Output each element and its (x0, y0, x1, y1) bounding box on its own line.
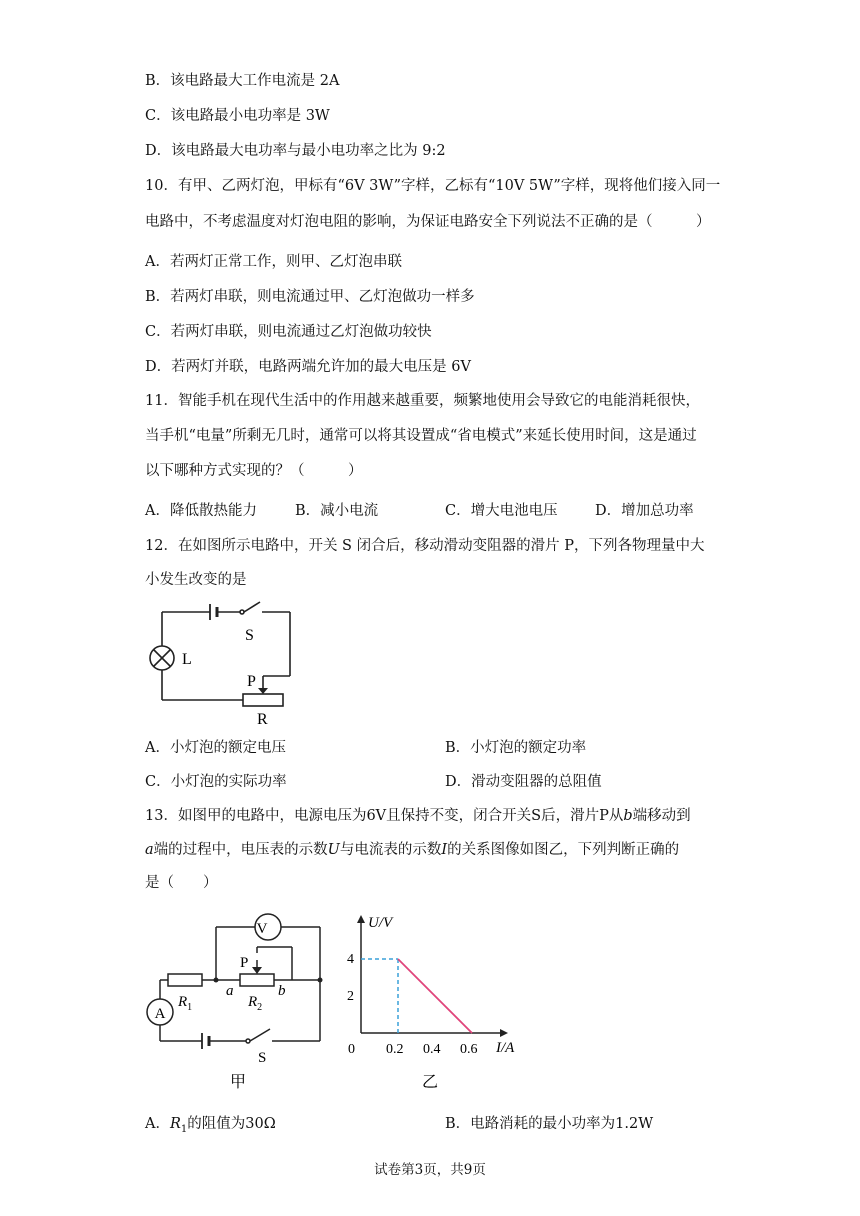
q13-stem-line1 (145, 806, 691, 826)
q13-text: 端的过程中，电压表的示数 (153, 842, 328, 858)
q12-option-b: B．小灯泡的额定功率 (445, 740, 587, 756)
q13-symbol-b: b (623, 808, 633, 824)
y-tick-label-4: 4 (347, 952, 354, 967)
q11-option-b: B．减小电流 (295, 503, 379, 519)
q11-stem-line1: 11．智能手机在现代生活中的作用越来越重要，频繁地使用会导致它的电能消耗很快， (145, 393, 700, 409)
graph-caption-yi: 乙 (422, 1074, 439, 1091)
end-a-label: a (226, 983, 234, 999)
q13-text: 13．如图甲的电路中，电源电压为 (145, 808, 367, 824)
ammeter-label: A (154, 1006, 166, 1022)
end-b-label: b (278, 983, 286, 999)
q13-label-s: S (258, 1050, 267, 1066)
x-tick-label-3: 0.6 (460, 1042, 478, 1057)
q13-value-voltage: 6V (366, 808, 387, 824)
y-axis-arrow-icon (357, 915, 365, 923)
x-tick-label-0: 0 (348, 1042, 355, 1057)
q13-symbol-i: I (441, 842, 448, 858)
q13-circuit-figure (140, 905, 340, 1095)
q12-label-l: L (182, 651, 192, 668)
q10-option-a: A．若两灯正常工作，则甲、乙灯泡串联 (145, 254, 402, 270)
prev-option-d: D．该电路最大电功率与最小电功率之比为 9:2 (145, 143, 446, 159)
option-text: 的阻值为30Ω (187, 1116, 276, 1132)
junction-dot (318, 978, 323, 983)
q13-symbol-p: P (599, 808, 609, 824)
q11-option-c: C．增大电池电压 (445, 503, 558, 519)
q11-stem-line3: 以下哪种方式实现的？（ ） (145, 463, 363, 479)
q10-option-c: C．若两灯串联，则电流通过乙灯泡做功较快 (145, 324, 432, 340)
q12-label-s: S (245, 627, 254, 644)
q13-text: 的关系图像如图乙，下列判断正确的 (447, 842, 680, 858)
symbol-r: R (169, 1116, 181, 1132)
q13-symbol-s: S (531, 808, 542, 824)
x-axis-label: I/A (496, 1040, 515, 1056)
symbol-subscript: 1 (180, 1123, 188, 1135)
junction-dot (214, 978, 219, 983)
x-tick-label-2: 0.4 (423, 1042, 441, 1057)
q12-label-r: R (257, 711, 268, 728)
q11-option-d: D．增加总功率 (595, 503, 694, 519)
x-tick-label-1: 0.2 (386, 1042, 404, 1057)
circuit-caption-jia: 甲 (230, 1074, 247, 1091)
x-axis-arrow-icon (500, 1029, 508, 1037)
q13-text: 且保持不变，闭合开关 (386, 808, 532, 824)
page-footer: 试卷第3页，共9页 (374, 1162, 486, 1178)
option-prefix: A． (145, 1116, 170, 1132)
y-axis-label: U/V (368, 915, 393, 931)
q13-text: 与电流表的示数 (339, 842, 442, 858)
q12-option-c: C．小灯泡的实际功率 (145, 774, 287, 790)
q13-option-a (145, 1114, 276, 1140)
y-tick-label-2: 2 (347, 989, 354, 1004)
q13-ui-graph (340, 905, 540, 1095)
q13-option-b: B．电路消耗的最小功率为1.2W (445, 1116, 654, 1132)
q12-stem-line2: 小发生改变的是 (145, 572, 247, 588)
q13-stem-line2 (145, 840, 679, 860)
prev-option-b: B．该电路最大工作电流是 2A (145, 73, 340, 89)
prev-option-c: C．该电路最小电功率是 3W (145, 108, 330, 124)
q13-text: 后，滑片 (541, 808, 600, 824)
q10-option-d: D．若两灯并联，电路两端允许加的最大电压是 6V (145, 359, 471, 375)
q13-stem-line3: 是（ ） (145, 875, 218, 891)
r1-label: $R_1$ (178, 994, 193, 1013)
q13-symbol-u: U (327, 842, 340, 858)
q13-slider-arrow-icon (252, 967, 262, 974)
series-line (398, 959, 472, 1033)
q10-stem-line2: 电路中，不考虑温度对灯泡电阻的影响，为保证电路安全下列说法不正确的是（ ） (145, 214, 711, 230)
q12-slider-arrow-icon (258, 688, 268, 694)
q12-circuit-figure (140, 598, 310, 728)
q13-text: 从 (608, 808, 624, 824)
q12-option-a: A．小灯泡的额定电压 (145, 740, 286, 756)
q11-stem-line2: 当手机“电量”所剩无几时，通常可以将其设置成“省电模式”来延长使用时间，这是通过 (145, 428, 697, 444)
q12-option-d: D．滑动变阻器的总阻值 (445, 774, 602, 790)
q13-text: 端移动到 (632, 808, 691, 824)
q12-label-p: P (247, 673, 256, 690)
q10-option-b: B．若两灯串联，则电流通过甲、乙灯泡做功一样多 (145, 289, 475, 305)
q13-label-p: P (240, 955, 249, 971)
q13-symbol-a: a (145, 842, 154, 858)
r2-label: $R_2$ (248, 994, 263, 1013)
q10-stem-line1: 10．有甲、乙两灯泡，甲标有“6V 3W”字样，乙标有“10V 5W”字样，现将他们接入同一 (145, 178, 721, 194)
voltmeter-label: V (256, 921, 268, 937)
q12-stem-line1: 12．在如图所示电路中，开关 S 闭合后，移动滑动变阻器的滑片 P，下列各物理量中大 (145, 538, 705, 554)
q11-option-a: A．降低散热能力 (145, 503, 257, 519)
